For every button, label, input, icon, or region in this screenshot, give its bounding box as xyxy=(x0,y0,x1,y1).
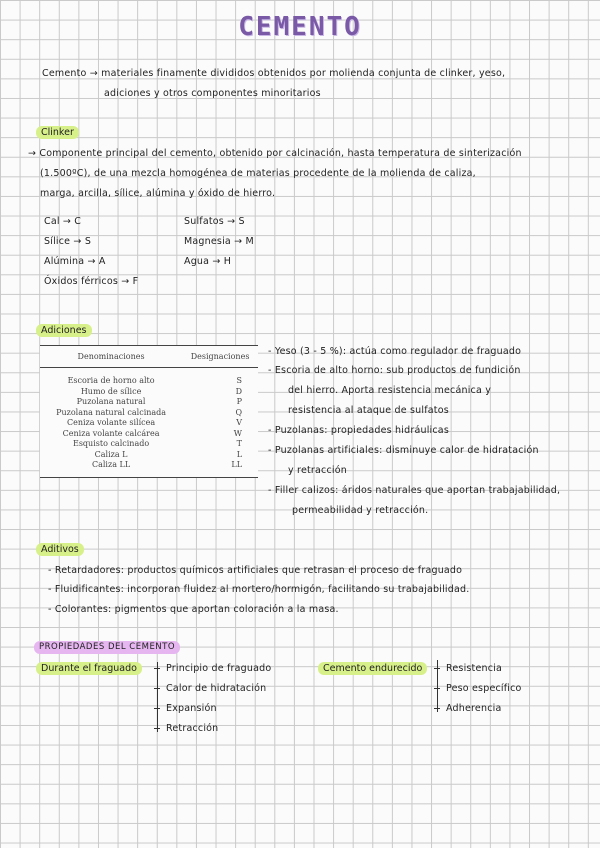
note-puzolanas-artificiales: - Puzolanas artificiales: disminuye calor de hidratación xyxy=(268,445,539,456)
aditivos-heading: Aditivos xyxy=(36,543,84,556)
row-designation: P xyxy=(236,397,242,406)
note-filler-2: permeabilidad y retracción. xyxy=(292,505,429,516)
aditivo-fluidificantes: - Fluidificantes: incorporan fluidez al mortero/hormigón, facilitando su trabajabilidad. xyxy=(48,584,470,595)
table-row xyxy=(40,439,258,450)
page-title: CEMENTO xyxy=(238,12,362,42)
row-name: Ceniza volante silícea xyxy=(66,418,156,427)
table-row xyxy=(40,450,258,461)
clinker-desc-1: → Componente principal del cemento, obtenido por calcinación, hasta temperatura de sinterización xyxy=(28,148,522,159)
aditivo-retardadores: - Retardadores: productos químicos artificiales que retrasan el proceso de fraguado xyxy=(48,565,463,576)
table-row xyxy=(40,418,258,429)
intro-line-1: Cemento → materiales finamente divididos obtenidos por molienda conjunta de clinker, yeso, xyxy=(42,68,506,79)
table-row xyxy=(40,397,258,408)
endurecido-item: Resistencia xyxy=(446,663,503,674)
formula-sulfatos: Sulfatos → S xyxy=(184,216,245,227)
endurecido-tick xyxy=(434,708,440,709)
endurecido-item: Adherencia xyxy=(446,703,502,714)
endurecido-tick xyxy=(434,688,440,689)
row-name: Ceniza volante calcárea xyxy=(62,428,160,438)
endurecido-item: Peso específico xyxy=(446,683,522,694)
fraguado-tick xyxy=(154,728,160,729)
row-designation: T xyxy=(236,439,242,448)
note-escoria-2: del hierro. Aporta resistencia mecánica y xyxy=(288,385,492,396)
row-designation: V xyxy=(236,418,242,427)
formula-cal: Cal → C xyxy=(44,216,82,227)
table-row xyxy=(40,387,258,398)
row-designation: S xyxy=(236,376,242,385)
note-filler: - Filler calizos: áridos naturales que aportan trabajabilidad, xyxy=(268,485,561,496)
note-escoria: - Escoria de alto horno: sub productos de fundición xyxy=(268,365,521,376)
row-name: Escoria de horno alto xyxy=(67,376,155,385)
table-header-denominaciones: Denominaciones xyxy=(40,346,182,368)
row-designation: W xyxy=(233,428,242,438)
formula-magnesia: Magnesia → M xyxy=(184,236,254,247)
row-designation: D xyxy=(235,386,242,396)
table-row xyxy=(40,429,258,440)
table-row xyxy=(40,408,258,419)
note-yeso: - Yeso (3 - 5 %): actúa como regulador de fraguado xyxy=(268,346,522,357)
row-name: Caliza L xyxy=(94,449,128,459)
fraguado-tick xyxy=(154,688,160,689)
fraguado-item: Calor de hidratación xyxy=(166,683,267,694)
fraguado-bracket xyxy=(157,662,158,732)
propiedades-heading: PROPIEDADES DEL CEMENTO xyxy=(34,641,180,654)
formula-alumina: Alúmina → A xyxy=(44,256,106,267)
row-name: Humo de sílice xyxy=(80,386,142,396)
table-header-designaciones: Designaciones xyxy=(182,346,258,368)
fraguado-item: Expansión xyxy=(166,703,217,714)
formula-silice: Sílice → S xyxy=(44,236,92,247)
row-designation: L xyxy=(236,449,242,459)
fraguado-tick xyxy=(154,668,160,669)
table-row xyxy=(40,460,258,477)
aditivo-colorantes: - Colorantes: pigmentos que aportan coloración a la masa. xyxy=(48,604,339,615)
fraguado-item: Principio de fraguado xyxy=(166,663,272,674)
fraguado-label: Durante el fraguado xyxy=(36,662,142,675)
note-escoria-3: resistencia al ataque de sulfatos xyxy=(288,405,449,416)
intro-line-2: adiciones y otros componentes minoritarios xyxy=(104,88,321,99)
clinker-desc-3: marga, arcilla, sílice, alúmina y óxido de hierro. xyxy=(40,188,276,199)
note-puzolanas-artificiales-2: y retracción xyxy=(288,465,347,476)
clinker-heading: Clinker xyxy=(36,126,79,139)
row-designation: Q xyxy=(235,407,242,417)
fraguado-tick xyxy=(154,708,160,709)
row-designation: LL xyxy=(182,460,258,477)
fraguado-item: Retracción xyxy=(166,723,219,734)
row-name: Puzolana natural xyxy=(76,397,146,406)
row-name: Caliza LL xyxy=(40,460,182,477)
adiciones-table xyxy=(40,345,258,478)
row-name: Puzolana natural calcinada xyxy=(56,407,167,417)
adiciones-heading: Adiciones xyxy=(36,324,92,337)
note-puzolanas: - Puzolanas: propiedades hidráulicas xyxy=(268,425,449,436)
row-name: Esquisto calcinado xyxy=(72,439,150,448)
endurecido-label: Cemento endurecido xyxy=(318,662,427,675)
formula-oxidos: Óxidos férricos → F xyxy=(44,276,139,287)
table-row xyxy=(40,368,258,387)
formula-agua: Agua → H xyxy=(184,256,232,267)
endurecido-tick xyxy=(434,668,440,669)
clinker-desc-2: (1.500ºC), de una mezcla homogénea de materias procedente de la molienda de caliza, xyxy=(40,168,476,179)
